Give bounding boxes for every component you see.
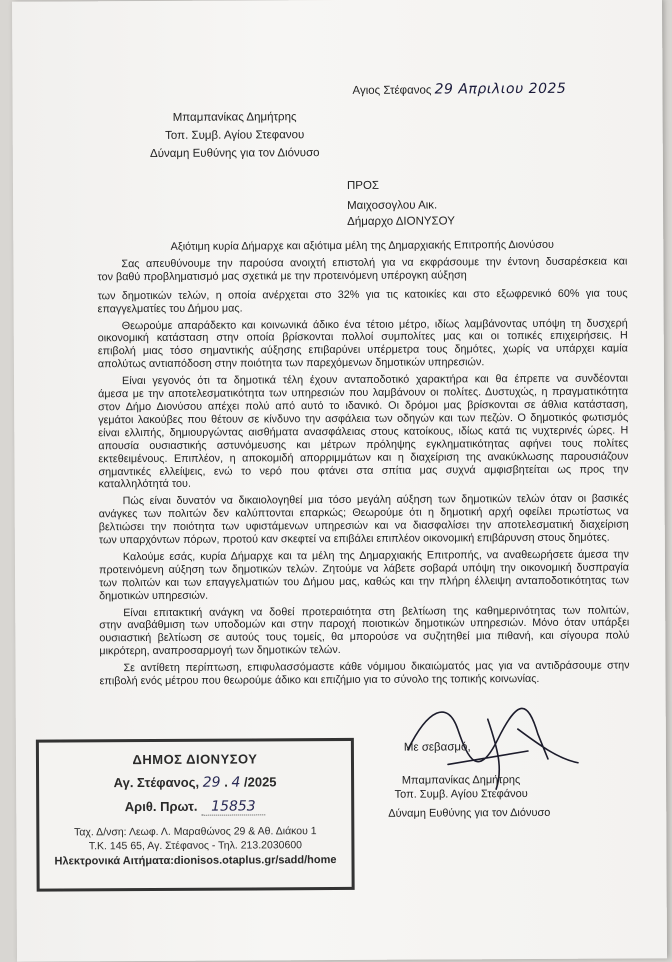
- p4-line-4: των υπαρχόντων πόρων, προτού καν σκεφτεί να επιβάλει επιπλέον οικονομική επιβάρυνση στους δημότες.: [98, 531, 610, 547]
- p6-line-3: ουσιαστική βελτίωση σε αυτούς τους τομείς, θα μπορούσε να συζητηθεί μια πιθανή, και σίγουρα πολύ: [99, 629, 630, 645]
- p5-line-4: δημοτικών υπηρεσιών.: [99, 589, 209, 602]
- stamp-address-2: Τ.Κ. 145 65, Αγ. Στέφανος - Τηλ. 213.2030600: [88, 839, 303, 853]
- paragraph-7: [99, 660, 629, 689]
- p2-line-3: επιβολή μιας τόσο σημαντικής αύξησης επιβαρύνει υπέρμετρα τους δημότες, χωρίς να υπάρχει καμία: [97, 342, 628, 358]
- p3-line-4: γεμάτοι λακούβες που θέτουν σε κίνδυνο την ασφάλεια των οδηγών και των πεζών. Ο δημοτικός φωτισμός: [98, 411, 629, 427]
- stamp-date-month: 4: [231, 774, 241, 791]
- stamp-protocol-number: 15853: [201, 798, 266, 815]
- stamp-email-line: Ηλεκτρονικά Αιτήματα:dionisos.otaplus.gr/sadd/home: [54, 854, 337, 868]
- stamp-protocol-row: [39, 798, 351, 816]
- paragraph-1: [97, 255, 627, 315]
- date-line: [352, 81, 566, 98]
- p1-line-2: τον βαθύ προβληματισμό μας σχετικά με την προτεινόμενη υπέρογκη αύξηση: [97, 269, 467, 284]
- p5-line-3: των πολιτών και των επαγγελματιών του Δήμου μας, καθώς και την πλήρη έλλειψη ανταποδοτικότητας των: [99, 574, 630, 590]
- p3-line-9: καταλληλότητά του.: [98, 478, 191, 491]
- stamp-date-year: /2025: [243, 774, 277, 790]
- p3-line-1: Είναι γεγονός ότι τα δημοτικά τέλη έχουν ανταποδοτικό χαρακτήρα και θα έπρεπε να συνδέονται: [121, 372, 629, 388]
- p1-line-3: των δημοτικών τελών, η οποία ανέρχεται στο 32% για τις κατοικίες και στο εξωφρενικό 60% για τους: [97, 287, 628, 302]
- sender-block: [105, 108, 365, 163]
- p3-line-7: εκτεθειμένους. Επιπλέον, η αποκομιδή απορριμμάτων και η διαχείριση της ανακύκλωσης παρουσιάζουν: [98, 450, 629, 465]
- p3-line-2: άμεσα με την αποτελεσματικότητα των υπηρεσιών που λαμβάνουν οι πολίτες. Δυστυχώς, η πραγματικότητα: [98, 385, 629, 401]
- paragraph-2: [98, 317, 628, 371]
- recipient-title: Δήμαρχο ΔΙΟΝΥΣΟΥ: [347, 215, 455, 228]
- stamp-date-row: Αγ. Στέφανος, 29 . 4 /2025: [113, 774, 277, 791]
- paragraph-3: [98, 373, 629, 492]
- p3-line-3: στον Δήμο Διονύσου απέχει πολύ από αυτό το ιδανικό. Οι δρόμοι μας βρίσκονται σε άθλια κατάσταση,: [98, 398, 629, 414]
- p7-line-2: επιβολή ενός μέτρου που θεωρούμε άδικο και επιζήμιο για το σύνολο της τοπικής κοινωνίας.: [99, 673, 540, 688]
- p3-line-8: σημαντικές ελλείψεις, ενώ το νερό που φτάνει στα σπίτια μας συχνά αμφισβητείται ως προς την: [98, 462, 629, 478]
- signer-role: Τοπ. Συμβ. Αγίου Στεφάνου: [394, 788, 528, 801]
- p4-line-3: βελτιώσει την ποιότητα των υφιστάμενων υπηρεσιών και να διασφαλίσει την αποτελεσματική διαχείριση: [98, 518, 629, 534]
- p6-line-4: μικρότερη, αναπροσαρμογή των δημοτικών τελών.: [99, 644, 341, 658]
- p2-line-4: απολύτως αντιαπόδοση στην ποιότητα των παρεχόμενων δημοτικών υπηρεσιών.: [97, 356, 485, 371]
- date-place: Αγιος Στέφανος: [352, 84, 432, 97]
- p7-line-1: Σε αντίθετη περίπτωση, επιφυλασσόμαστε κάθε νόμιμου δικαιώματός μας για να αντιδράσουμε στην: [123, 659, 630, 675]
- p5-line-2: προτεινόμενη αύξηση των δημοτικών τελών. Ζητούμε να λάβετε σοβαρά υπόψη την οικονομική δυσπραγία: [98, 561, 630, 577]
- p6-line-2: στην αναβάθμιση των υποδομών και στην παροχή ποιοτικών δημοτικών υπηρεσιών. Μόνο όταν υπάρξει: [99, 616, 630, 632]
- signer-name: Μπαμπανίκας Δημήτρης: [401, 774, 521, 787]
- p2-line-2: οικονομική κατάσταση στην οποία βρίσκονται πολλοί συμπολίτες μας και οι τοπικές επιχειρήσεις. Η: [97, 329, 628, 345]
- p3-line-6: απουσία ουσιαστικής αστυνόμευσης και μέτρων πρόληψης εγκληματικότητας αφήνει τους πολίτες: [98, 437, 629, 452]
- signer-party: Δύναμη Ευθύνης για τον Διόνυσο: [388, 806, 551, 820]
- p6-line-1: Είναι επιτακτική ανάγκη να δοθεί προτεραιότητα στη βελτίωση της καθημερινότητας των πολιτών,: [123, 604, 630, 619]
- stamp-title: ΔΗΜΟΣ ΔΙΟΝΥΣΟΥ: [132, 751, 258, 768]
- letter-body: [97, 238, 629, 692]
- salutation: Αξιότιμη κυρία Δήμαρχε και αξιότιμα μέλη της Δημαρχιακής Επιτροπής Διονύσου: [170, 238, 554, 253]
- p4-line-1: Πώς είναι δυνατόν να δικαιολογηθεί μια τόσο μεγάλη αύξηση των δημοτικών τελών όταν οι βασικές: [122, 492, 629, 508]
- stamp-protocol-label: Αριθ. Πρωτ.: [124, 798, 198, 815]
- sender-party: Δύναμη Ευθύνης για τον Διόνυσο: [150, 147, 320, 160]
- handwritten-date: 29 Απριλιου 2025: [434, 80, 567, 98]
- p5-line-1: Καλούμε εσάς, κυρία Δήμαρχε και τα μέλη της Δημαρχιακής Επιτροπής, να αναθεωρήσετε άμεσα την: [122, 548, 629, 564]
- p2-line-1: Θεωρούμε απαράδεκτο και κοινωνικά άδικο ένα τέτοιο μέτρο, ιδίως λαμβάνοντας υπόψη τη δυσχερή: [121, 317, 628, 332]
- recipient-name: Μαιχοσογλου Αικ.: [347, 199, 438, 212]
- sender-role: Τοπ. Συμβ. Αγίου Στεφανου: [165, 129, 305, 142]
- p4-line-2: ανάγκες των πολιτών δεν καλύπτονται επαρκώς; Θεωρούμε ότι η δημοτική αρχή οφείλει πρωτίστως να: [98, 505, 629, 521]
- recipient-block: [347, 177, 455, 230]
- sender-name: Μπαμπανίκας Δημήτρης: [172, 111, 297, 124]
- p1-line-4: επαγγελματίες του Δήμου μας.: [97, 302, 243, 315]
- stamp-date-label: Αγ. Στέφανος,: [113, 774, 200, 791]
- recipient-label: ΠΡΟΣ: [346, 179, 380, 192]
- protocol-stamp: [36, 738, 355, 892]
- p3-line-5: είναι ελλιπής, δημιουργώντας αισθήματα ανασφάλειας στους κατοίκους, ιδίως κατά τις νυχτερινές ώρες. Η: [98, 424, 629, 440]
- stamp-date-day: 29: [202, 774, 221, 791]
- p1-line-1: Σας απευθύνουμε την παρούσα ανοιχτή επιστολή για να εκφράσουμε την έντονη δυσαρέσκεια και: [121, 255, 628, 271]
- paragraph-4: [99, 493, 629, 547]
- closing-greeting: Με σεβασμό,: [403, 741, 471, 754]
- letter-page: [12, 0, 667, 962]
- stamp-address-1: Ταχ. Δ/νση: Λεωφ. Λ. Μαραθώνος 29 & Αθ. Διάκου 1: [74, 825, 317, 839]
- signer-block: [376, 773, 546, 802]
- paragraph-5: [99, 548, 629, 602]
- paragraph-6: [99, 604, 629, 658]
